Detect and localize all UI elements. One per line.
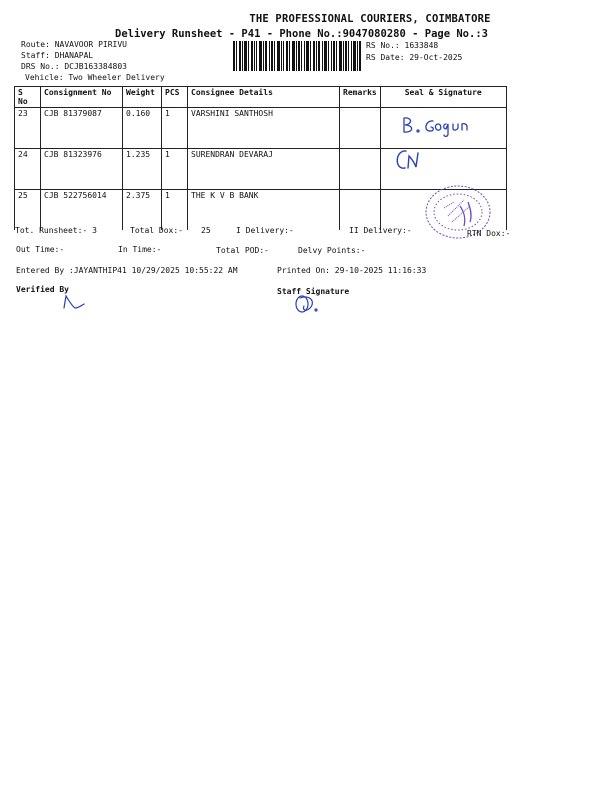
cell-consignee: SURENDRAN DEVARAJ (188, 149, 340, 190)
staff-label: Staff: DHANAPAL (21, 51, 94, 60)
verifier-signature (58, 292, 88, 312)
cell-sno: 24 (15, 149, 41, 190)
in-time: In Time:- (118, 245, 162, 254)
cell-weight: 0.160 (123, 108, 162, 149)
cell-remarks (340, 190, 381, 231)
total-dox-value: 25 (201, 226, 211, 235)
vehicle-label: Vehicle: Two Wheeler Delivery (25, 73, 165, 82)
out-time: Out Time:- (16, 245, 65, 254)
rs-date: RS Date: 29-Oct-2025 (366, 53, 463, 62)
cell-weight: 1.235 (123, 149, 162, 190)
cell-remarks (340, 149, 381, 190)
cell-pcs: 1 (162, 190, 188, 231)
rs-number: RS No.: 1633848 (366, 41, 439, 50)
barcode (233, 41, 361, 71)
i-delivery: I Delivery:- (236, 226, 294, 235)
printed-on: Printed On: 29-10-2025 11:16:33 (277, 266, 427, 275)
entered-by: Entered By :JAYANTHIP41 10/29/2025 10:55:22 AM (16, 266, 238, 275)
drs-label: DRS No.: DCJB163384803 (21, 62, 127, 71)
staff-signature-label: Staff Signature (277, 287, 350, 296)
col-consignee: Consignee Details (188, 87, 340, 108)
cell-consignee: THE K V B BANK (188, 190, 340, 231)
col-consignment: Consignment No (41, 87, 123, 108)
cell-consignment: CJB 522756014 (41, 190, 123, 231)
table-header-row (15, 87, 507, 108)
col-pcs: PCS (162, 87, 188, 108)
handwritten-initials (392, 146, 432, 176)
company-name: THE PROFESSIONAL COURIERS, COIMBATORE (249, 13, 491, 25)
delvy-points: Delvy Points:- (298, 246, 366, 255)
cell-remarks (340, 108, 381, 149)
cell-consignment: CJB 81323976 (41, 149, 123, 190)
cell-consignment: CJB 81379087 (41, 108, 123, 149)
verified-by-label: Verified By (16, 285, 69, 294)
col-seal-signature: Seal & Signature (380, 87, 506, 108)
cell-pcs: 1 (162, 149, 188, 190)
cell-consignee: VARSHINI SANTHOSH (188, 108, 340, 149)
handwritten-signature (398, 112, 488, 140)
rtn-dox: RTN Dox:- (467, 229, 511, 238)
cell-weight: 2.375 (123, 190, 162, 231)
col-remarks: Remarks (340, 87, 381, 108)
ii-delivery: II Delivery:- (349, 226, 412, 235)
tot-runsheet: Tot. Runsheet:- 3 (15, 226, 97, 235)
total-dox-label: Total Dox:- (130, 226, 183, 235)
runsheet-title: Delivery Runsheet - P41 - Phone No.:9047080280 - Page No.:3 (115, 28, 488, 40)
cell-sno: 25 (15, 190, 41, 231)
route-label: Route: NAVAVOOR PIRIVU (21, 40, 127, 49)
total-pod: Total POD:- (216, 246, 269, 255)
staff-signature-mark (290, 292, 326, 316)
col-weight: Weight (123, 87, 162, 108)
cell-pcs: 1 (162, 108, 188, 149)
cell-sno: 23 (15, 108, 41, 149)
col-sno: S No (15, 87, 41, 108)
